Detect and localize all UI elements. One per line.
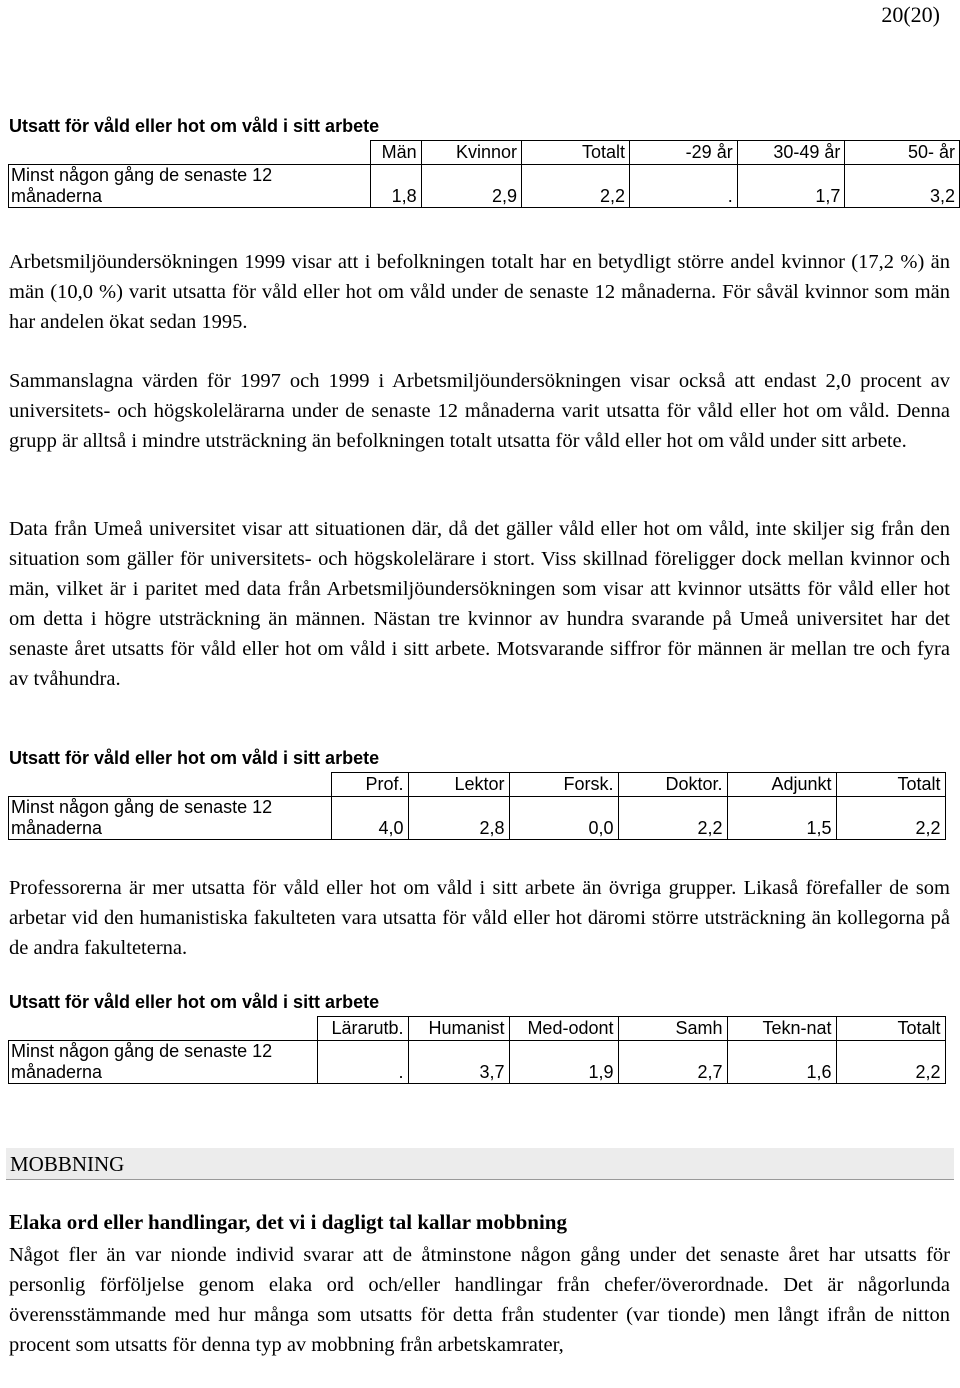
section-heading-mobbning: MOBBNING	[6, 1148, 954, 1180]
table2-header-row	[9, 773, 946, 797]
table1-cell: 3,2	[845, 165, 960, 208]
table2-cell: 2,2	[836, 797, 945, 840]
table2-cell: 2,2	[618, 797, 727, 840]
table1-header: -29 år	[630, 141, 738, 165]
table3-header: Humanist	[408, 1017, 509, 1041]
table3	[8, 1016, 946, 1084]
table2-header: Forsk.	[509, 773, 618, 797]
table1-header-row	[9, 141, 960, 165]
table3-header-row	[9, 1017, 946, 1041]
table3-header: Lärarutb.	[317, 1017, 408, 1041]
paragraph-2: Sammanslagna värden för 1997 och 1999 i Arbetsmiljöundersökningen visar också att endast 2,0 procent av universitets- och högskolelärarna under de senaste 12 månaderna varit utsatta för våld eller hot om våld. Denna grupp är alltså i mindre utsträckning än befolkningen totalt utsatta för våld eller hot om våld under sitt arbete.	[9, 370, 950, 452]
table3-cell: 3,7	[408, 1041, 509, 1084]
table1-cell: .	[630, 165, 738, 208]
table1-header: 50- år	[845, 141, 960, 165]
table1-header: Totalt	[522, 141, 630, 165]
table2-cell: 0,0	[509, 797, 618, 840]
table3-title: Utsatt för våld eller hot om våld i sitt arbete	[9, 992, 380, 1012]
paragraph-4: Professorerna är mer utsatta för våld eller hot om våld i sitt arbete än övriga grupper. Likaså förefaller de som arbetar vid den humanistiska fakulteten vara utsatta för våld eller hot däromi större utsträckning än kollegorna på de andra fakulteterna.	[9, 877, 950, 959]
table3-cell: 2,2	[836, 1041, 945, 1084]
table2-cell: 4,0	[331, 797, 408, 840]
table3-header: Tekn-nat	[727, 1017, 836, 1041]
table2-header: Totalt	[836, 773, 945, 797]
table-row	[9, 165, 960, 208]
table3-header: Samh	[618, 1017, 727, 1041]
paragraph-1: Arbetsmiljöundersökningen 1999 visar att i befolkningen totalt har en betydligt större andel kvinnor (17,2 %) än män (10,0 %) varit utsatta för våld eller hot om våld under de senaste 12 månaderna. För såväl kvinnor som män har andelen ökat sedan 1995.	[9, 251, 950, 333]
subheading: Elaka ord eller handlingar, det vi i dagligt tal kallar mobbning	[9, 1210, 567, 1234]
table3-cell: 1,6	[727, 1041, 836, 1084]
paragraph-3: Data från Umeå universitet visar att situationen där, då det gäller våld eller hot om våld, inte skiljer sig från den situation som gäller för universitets- och högskolelärare i stort. Viss skillnad föreligger dock mellan kvinnor och män, vilket är i paritet med data från Arbetsmiljöundersökningen som visar att kvinnor utsätts för våld eller hot om detta i högre utsträckning än männen. Nästan tre kvinnor av hundra svarande på Umeå universitet har det senaste året utsatts för våld eller hot om våld i sitt arbete. Motsvarande siffror för männen är mellan tre och fyra av tvåhundra.	[9, 518, 950, 690]
table2-cell: 1,5	[727, 797, 836, 840]
table2-row-label: Minst någon gång de senaste 12 månaderna	[9, 797, 332, 840]
table3-header: Totalt	[836, 1017, 945, 1041]
table1-cell: 1,8	[370, 165, 421, 208]
table1-cell: 2,9	[421, 165, 521, 208]
table1-cell: 2,2	[522, 165, 630, 208]
table1	[8, 140, 960, 208]
table3-header: Med-odont	[509, 1017, 618, 1041]
table3-cell: 2,7	[618, 1041, 727, 1084]
table1-header: Kvinnor	[421, 141, 521, 165]
table3-cell: .	[317, 1041, 408, 1084]
table2-title: Utsatt för våld eller hot om våld i sitt arbete	[9, 748, 380, 768]
table3-row-label: Minst någon gång de senaste 12 månaderna	[9, 1041, 318, 1084]
table3-cell: 1,9	[509, 1041, 618, 1084]
table2-header: Adjunkt	[727, 773, 836, 797]
table2-header: Lektor	[408, 773, 509, 797]
table-row	[9, 1041, 946, 1084]
paragraph-5: Något fler än var nionde individ svarar att de åtminstone någon gång under det senaste året har utsatts för personlig förföljelse genom elaka ord och/eller handlingar från chefer/överordnade. Det är någorlunda överensstämmande med hur många som utsatts för detta från studenter (var tionde) men långt ifrån de nitton procent som utsatts för denna typ av mobbning från arbetskamrater,	[9, 1244, 950, 1356]
table1-title: Utsatt för våld eller hot om våld i sitt arbete	[9, 116, 380, 136]
table2-cell: 2,8	[408, 797, 509, 840]
table1-header: 30-49 år	[737, 141, 845, 165]
table-row	[9, 797, 946, 840]
table2-header: Prof.	[331, 773, 408, 797]
table1-header: Män	[370, 141, 421, 165]
table2-header: Doktor.	[618, 773, 727, 797]
page-number: 20(20)	[881, 2, 940, 27]
table1-cell: 1,7	[737, 165, 845, 208]
table1-row-label: Minst någon gång de senaste 12 månaderna	[9, 165, 371, 208]
table2	[8, 772, 946, 840]
